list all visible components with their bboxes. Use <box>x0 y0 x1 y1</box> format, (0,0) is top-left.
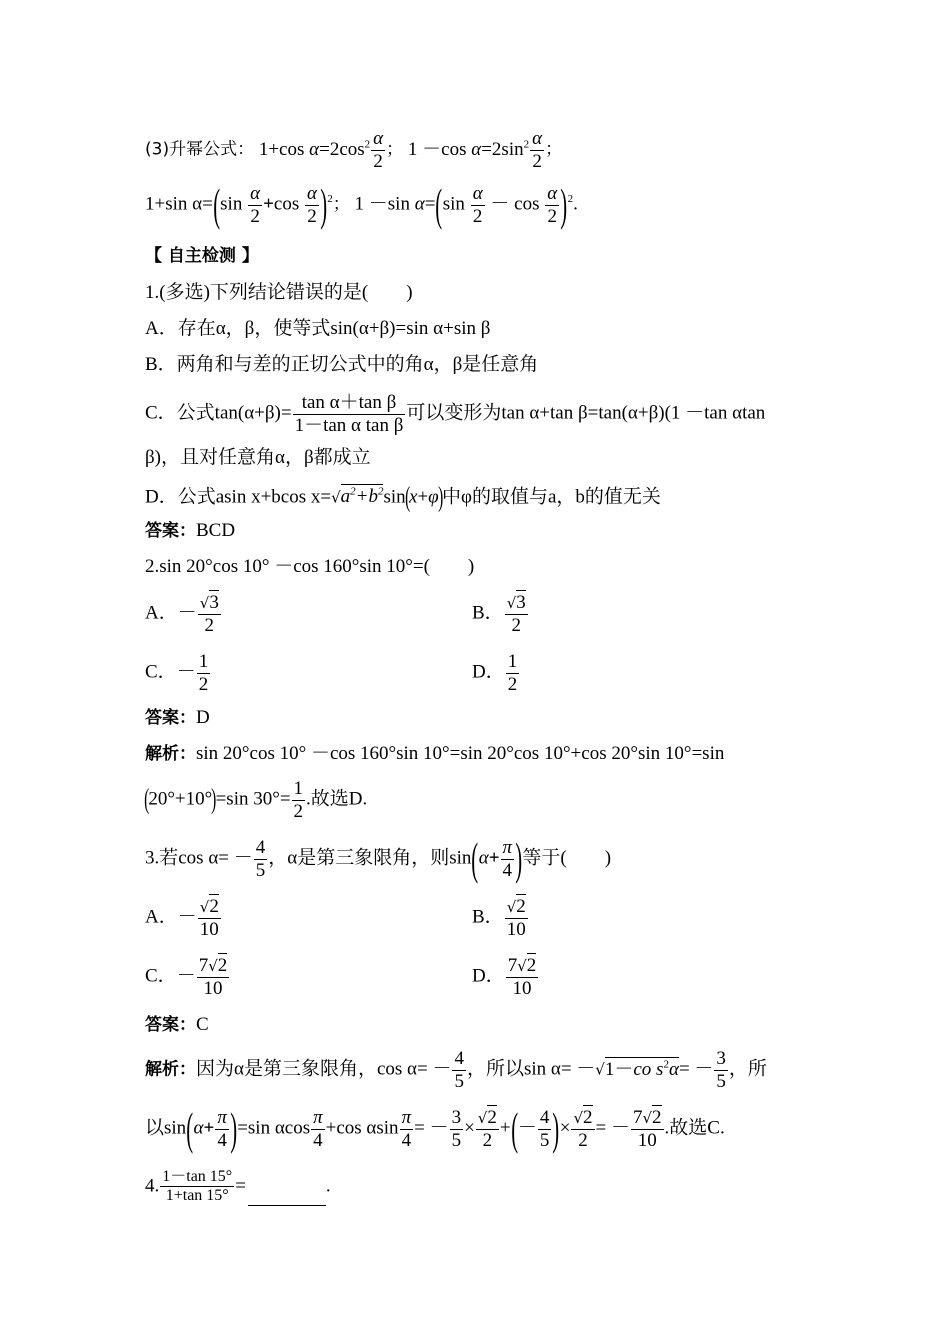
formula-lhs: 1+sin α= <box>145 193 213 215</box>
question-2-analysis-1: 解析：sin 20°cos 10° －cos 160°sin 10°=sin 20°cos 10°+cos 20°sin 10°=sin <box>145 743 725 764</box>
question-2-option-d: D． $\frac{1}{2}$ <box>472 651 518 695</box>
question-1-option-c: C．公式tan(α+β)= $\frac{\text{tan α＋tan β}}{\text{1－tan α tan β}}$ 可以变形为tan α+tan β=tan(α+β)(1 －tan αtan <box>145 392 766 436</box>
question-2-option-b: B． $\frac{√3}{2}$ <box>472 592 526 636</box>
question-2-answer: 答案：D <box>145 707 210 728</box>
fraction: $\frac{\alpha}{2}$ <box>373 128 384 172</box>
fraction: $\frac{\alpha}{2}$ <box>532 128 543 172</box>
question-3-option-a: A．－ $\frac{√2}{10}$ <box>145 896 219 940</box>
question-1-option-b: B．两角和与差的正切公式中的角α，β是任意角 <box>145 354 539 375</box>
question-2-analysis-2: (20°+10°)=sin 30°= $\frac{1}{2}$ .故选D. <box>144 778 368 822</box>
question-2-stem: 2.sin 20°cos 10° －cos 160°sin 10°=( ) <box>145 556 475 577</box>
fraction: $\frac{\text{tan α＋tan β}}{\text{1－tan α tan β}}$ <box>294 392 404 436</box>
question-3-stem: 3.若cos α= － $\frac{4}{5}$ ，α是第三象限角，则sin(α+ $\frac{\pi}{4}$ )等于( ) <box>145 833 612 884</box>
question-1-option-d: D．公式asin x+bcos $x=√a^2+b^2\sin(x+\varphi)$中φ的取值与a，b的值无关 <box>145 482 661 513</box>
question-3-analysis-1: 解析：因为α是第三象限角，cos α= － $\frac{4}{5}$ ，所以sin α= －√1－co $s^2\alpha=$ － $\frac{3}{5}$ ，所 <box>145 1048 767 1092</box>
question-4-stem: 4. $\frac{1-\tan 15^\circ}{1+\tan 15^\circ}$ = . <box>145 1168 331 1205</box>
formula-label: (3)升幂公式： <box>145 139 255 160</box>
fraction: $\frac{1-\tan 15^\circ}{1+\tan 15^\circ}$ <box>162 1168 233 1205</box>
question-3-option-d: D． $\frac{7√2}{10}$ <box>472 955 537 999</box>
formula-line-2: 1+sin α=(sin $\frac{\alpha}{2}$ +cos $\frac{\alpha}{2}$ )$^2$； 1 －sin α=(sin $\frac{\alpha}{2}$ － cos $\frac{\alpha}{2}$ )$^2$. <box>145 179 578 230</box>
question-3-answer: 答案：C <box>145 1014 209 1035</box>
question-3-option-c: C．－ $\frac{7√2}{10}$ <box>145 955 228 999</box>
question-2-option-c: C．－ $\frac{1}{2}$ <box>145 651 209 695</box>
question-1-stem: 1.(多选)下列结论错误的是( ) <box>145 282 413 303</box>
answer-blank[interactable] <box>248 1189 326 1206</box>
formula-line-1: (3)升幂公式： 1+cos $\alpha=2\cos^2$ $\frac{\alpha}{2}$ ； 1 －cos $\alpha=2\sin^2$ $\frac{\alpha}{2}$ ； <box>145 128 563 172</box>
question-3-analysis-2: 以sin(α+ $\frac{\pi}{4}$ )=sin αcos $\frac{\pi}{4}$ +cos αsin $\frac{\pi}{4}$ = － $\frac{3}{5}$ × $\frac{√2}{2}$ +(－ $\frac{4}{5}$ )× $\frac{√2}{2}$ = － $\frac{7√2}{10}$ .故选C. <box>145 1103 725 1154</box>
question-1-answer: 答案：BCD <box>145 520 236 541</box>
section-heading: 【 自主检测 】 <box>145 246 259 266</box>
question-3-option-b: B． $\frac{√2}{10}$ <box>472 896 526 940</box>
question-1-option-c-cont: β)，且对任意角α，β都成立 <box>145 447 371 468</box>
question-1-option-a: A．存在α，β，使等式sin(α+β)=sin α+sin β <box>145 318 491 339</box>
question-2-option-a: A．－ $\frac{√3}{2}$ <box>145 592 219 636</box>
